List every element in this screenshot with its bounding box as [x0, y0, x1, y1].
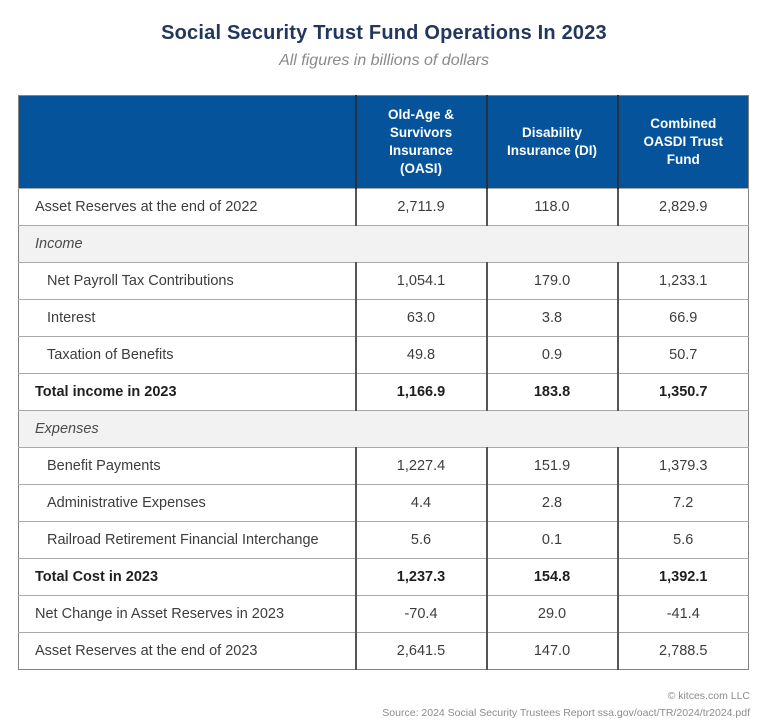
row-label: Net Change in Asset Reserves in 2023 [19, 596, 356, 633]
cell-value: 5.6 [618, 522, 749, 559]
table-row [19, 448, 749, 485]
row-label: Administrative Expenses [19, 485, 356, 522]
cell-value: 183.8 [487, 374, 618, 411]
cell-value: 3.8 [487, 300, 618, 337]
section-label: Income [19, 226, 749, 263]
table-row [19, 485, 749, 522]
cell-value: 7.2 [618, 485, 749, 522]
header-cell-di: Disability Insurance (DI) [487, 96, 618, 189]
table-row [19, 263, 749, 300]
cell-value: 1,379.3 [618, 448, 749, 485]
cell-value: 5.6 [356, 522, 487, 559]
cell-value: 2,788.5 [618, 633, 749, 670]
row-label: Taxation of Benefits [19, 337, 356, 374]
row-label: Total Cost in 2023 [19, 559, 356, 596]
cell-value: 118.0 [487, 189, 618, 226]
table-row [19, 337, 749, 374]
header-cell-oasi: Old-Age & Survivors Insurance (OASI) [356, 96, 487, 189]
table-body [19, 189, 749, 670]
cell-value: 147.0 [487, 633, 618, 670]
cell-value: 0.9 [487, 337, 618, 374]
table-row [19, 374, 749, 411]
row-label: Benefit Payments [19, 448, 356, 485]
table-row [19, 189, 749, 226]
cell-value: 0.1 [487, 522, 618, 559]
section-row [19, 411, 749, 448]
row-label: Asset Reserves at the end of 2022 [19, 189, 356, 226]
cell-value: 1,054.1 [356, 263, 487, 300]
cell-value: 1,350.7 [618, 374, 749, 411]
row-label: Total income in 2023 [19, 374, 356, 411]
cell-value: 1,233.1 [618, 263, 749, 300]
copyright-text: © kitces.com LLC [667, 690, 750, 702]
page-subtitle: All figures in billions of dollars [279, 52, 489, 69]
cell-value: 29.0 [487, 596, 618, 633]
cell-value: 50.7 [618, 337, 749, 374]
cell-value: -41.4 [618, 596, 749, 633]
header-cell-blank [19, 96, 356, 189]
cell-value: 154.8 [487, 559, 618, 596]
cell-value: 2,711.9 [356, 189, 487, 226]
cell-value: 63.0 [356, 300, 487, 337]
section-label: Expenses [19, 411, 749, 448]
cell-value: 1,166.9 [356, 374, 487, 411]
cell-value: 49.8 [356, 337, 487, 374]
page-title: Social Security Trust Fund Operations In 2023 [161, 22, 607, 44]
table-header [19, 96, 749, 189]
cell-value: 1,227.4 [356, 448, 487, 485]
section-row [19, 226, 749, 263]
footer [382, 688, 750, 723]
cell-value: 151.9 [487, 448, 618, 485]
cell-value: 4.4 [356, 485, 487, 522]
header-cell-combined: Combined OASDI Trust Fund [618, 96, 749, 189]
row-label: Railroad Retirement Financial Interchange [19, 522, 356, 559]
table-row [19, 633, 749, 670]
row-label: Interest [19, 300, 356, 337]
table-row [19, 522, 749, 559]
cell-value: -70.4 [356, 596, 487, 633]
cell-value: 66.9 [618, 300, 749, 337]
header-row [19, 96, 749, 189]
row-label: Net Payroll Tax Contributions [19, 263, 356, 300]
table-row [19, 300, 749, 337]
cell-value: 1,392.1 [618, 559, 749, 596]
cell-value: 1,237.3 [356, 559, 487, 596]
cell-value: 179.0 [487, 263, 618, 300]
cell-value: 2,641.5 [356, 633, 487, 670]
table-row [19, 559, 749, 596]
cell-value: 2,829.9 [618, 189, 749, 226]
source-text: Source: 2024 Social Security Trustees Report ssa.gov/oact/TR/2024/tr2024.pdf [382, 707, 750, 720]
row-label: Asset Reserves at the end of 2023 [19, 633, 356, 670]
trust-fund-table [18, 95, 749, 670]
cell-value: 2.8 [487, 485, 618, 522]
table-row [19, 596, 749, 633]
